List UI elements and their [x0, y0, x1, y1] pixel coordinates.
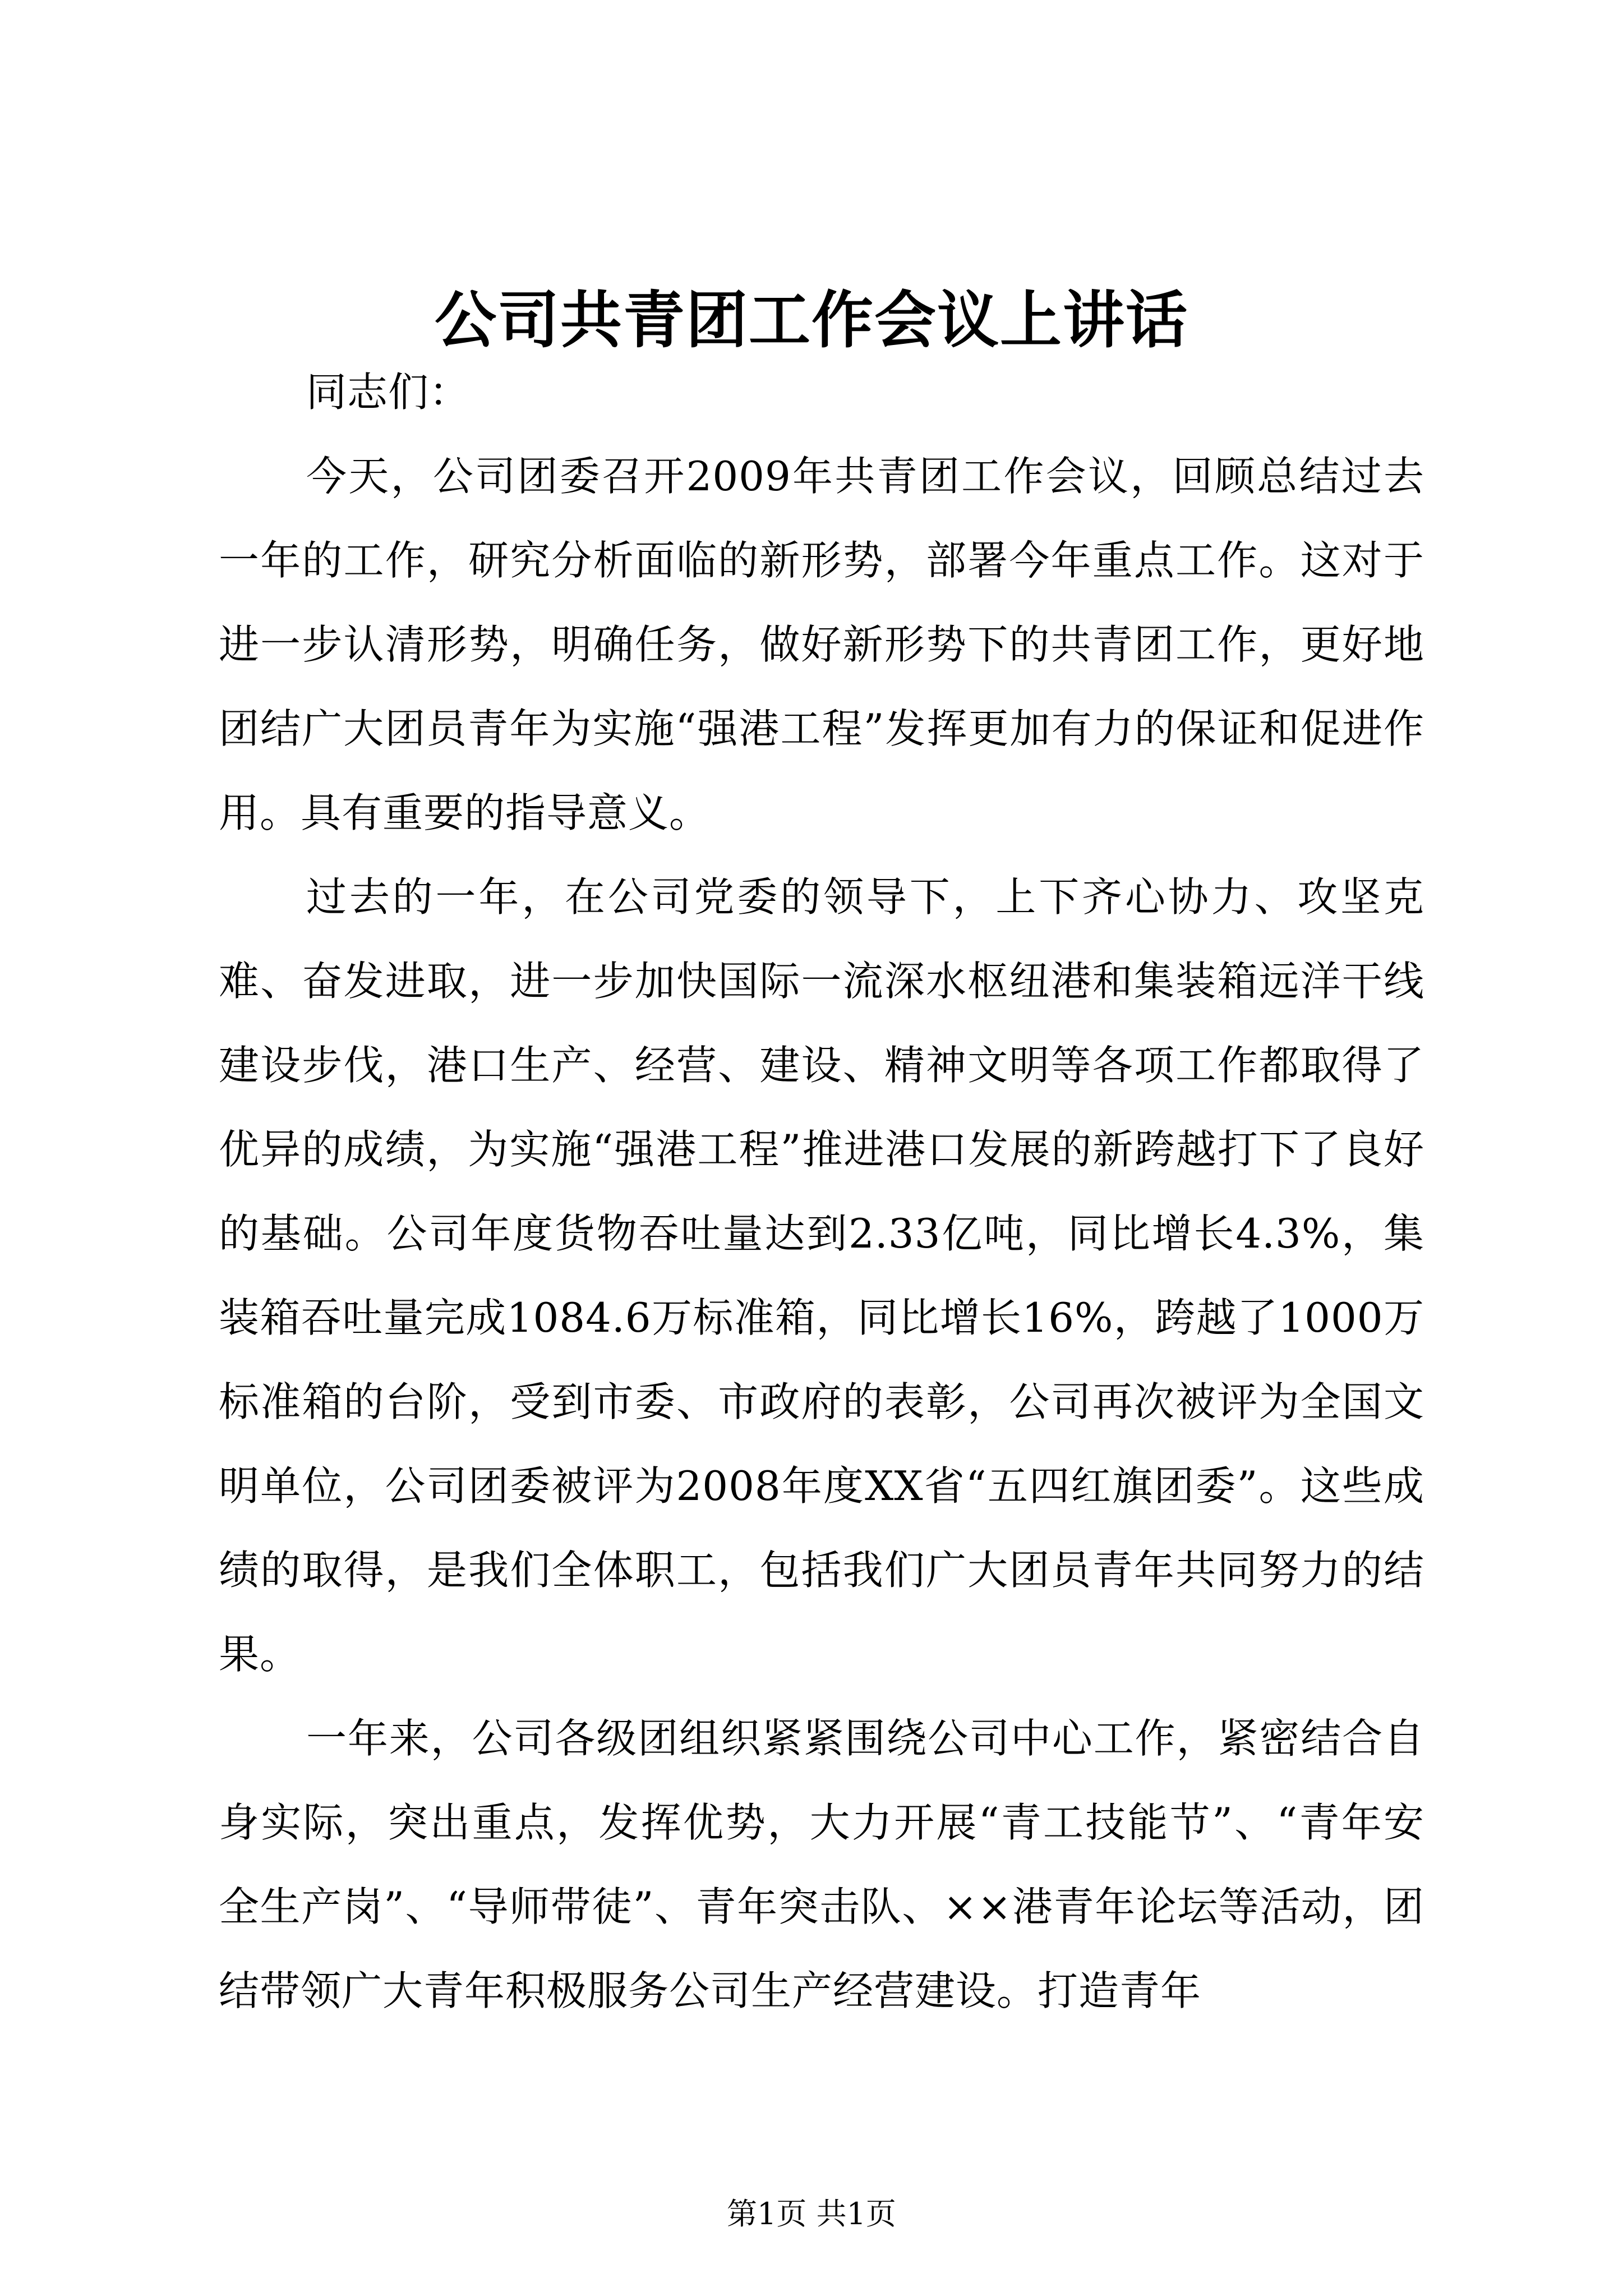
paragraph-1: 今天，公司团委召开2009年共青团工作会议，回顾总结过去一年的工作，研究分析面临的新形势，部署今年重点工作。这对于进一步认清形势，明确任务，做好新形势下的共青团工作，更好地团结广大团员青年为实施“强港工程”发挥更加有力的保证和促进作用。具有重要的指导意义。	[219, 453, 1424, 836]
page-number-footer: 第1页 共1页	[727, 2196, 896, 2231]
paragraph-2: 过去的一年，在公司党委的领导下，上下齐心协力、攻坚克难、奋发进取，进一步加快国际一流深水枢纽港和集装箱远洋干线建设步伐，港口生产、经营、建设、精神文明等各项工作都取得了优异的成绩，为实施“强港工程”推进港口发展的新跨越打下了良好的基础。公司年度货物吞吐量达到2.33亿吨，同比增长4.3%，集装箱吞吐量完成1084.6万标准箱，同比增长16%，跨越了1000万标准箱的台阶，受到市委、市政府的表彰，公司再次被评为全国文明单位，公司团委被评为2008年度XX省“五四红旗团委”。这些成绩的取得，是我们全体职工，包括我们广大团员青年共同努力的结果。	[219, 873, 1424, 1678]
document-body	[219, 350, 1424, 2033]
paragraph-3: 一年来，公司各级团组织紧紧围绕公司中心工作，紧密结合自身实际，突出重点，发挥优势，大力开展“青工技能节”、“青年安全生产岗”、“导师带徒”、青年突击队、××港青年论坛等活动，团结带领广大青年积极服务公司生产经营建设。打造青年	[219, 1715, 1424, 2014]
salutation: 同志们：	[306, 369, 471, 416]
document-title: 公司共青团工作会议上讲话	[435, 284, 1188, 356]
